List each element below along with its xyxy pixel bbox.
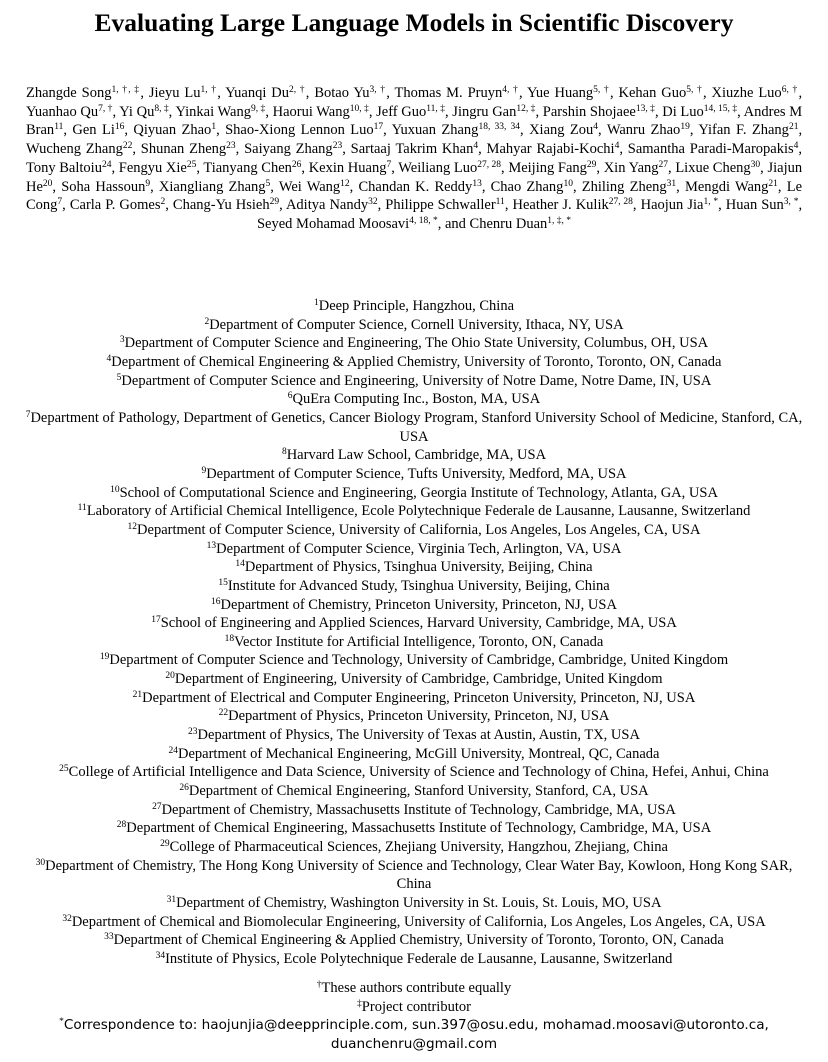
author-affiliation-marks: 9, ‡ xyxy=(250,103,266,114)
author-affiliation-marks: 17 xyxy=(373,122,384,133)
author-name: Chenru Duan xyxy=(469,215,548,232)
affiliation-text: Department of Chemical Engineering, Massachusetts Institute of Technology, Cambridge, MA, USA xyxy=(126,820,712,837)
affiliation-number: 2 xyxy=(204,316,210,327)
correspondence-label: Correspondence to: xyxy=(63,1017,202,1034)
author-affiliation-marks: 13 xyxy=(472,178,482,189)
affiliation-text: Department of Computer Science and Engineering, The Ohio State University, Columbus, OH, USA xyxy=(124,335,709,352)
affiliation-text: Department of Computer Science, Cornell University, Ithaca, NY, USA xyxy=(209,316,624,333)
note-text: Project contributor xyxy=(361,998,471,1015)
affiliation-text: School of Engineering and Applied Sciences, Harvard University, Cambridge, MA, USA xyxy=(160,615,677,632)
affiliation-item xyxy=(18,297,810,316)
author-affiliation-marks: 12, ‡ xyxy=(516,103,536,114)
author-name: Seyed Mohamad Moosavi xyxy=(256,215,410,232)
affiliation-number: 31 xyxy=(166,894,177,905)
affiliation-number: 16 xyxy=(211,596,221,607)
affiliation-item xyxy=(18,931,810,950)
affiliation-item xyxy=(18,614,810,633)
note-mark: ‡ xyxy=(357,998,362,1009)
author-affiliation-marks: 2 xyxy=(160,197,166,207)
author-affiliation-marks: 23 xyxy=(332,140,343,151)
author-affiliation-marks: 7 xyxy=(386,159,392,170)
affiliation-number: 6 xyxy=(287,391,293,402)
affiliation-item xyxy=(18,745,810,764)
author-affiliation-marks: 1, † xyxy=(200,84,218,95)
affiliation-number: 8 xyxy=(281,447,287,458)
author-affiliation-marks: 4 xyxy=(614,140,620,151)
affiliation-item xyxy=(18,913,810,932)
correspondence-emails[interactable]: haojunjia@deepprinciple.com, sun.397@osu.edu, mohamad.moosavi@utoronto.ca, duanchenru@gmail.com xyxy=(201,1017,769,1052)
author-name: Xiangliang Zhang xyxy=(158,178,266,195)
project-contributor-note xyxy=(18,998,810,1017)
author-name: Jieyu Lu xyxy=(148,85,201,101)
affiliation-item xyxy=(18,372,810,391)
author-affiliation-marks: 14, 15, ‡ xyxy=(703,103,738,114)
affiliation-item xyxy=(18,857,810,894)
affiliation-text: Harvard Law School, Cambridge, MA, USA xyxy=(286,447,547,464)
author-name: Samantha Paradi-Maropakis xyxy=(627,141,794,158)
author-affiliation-marks: 5 xyxy=(265,178,271,189)
author-affiliation-marks: 7 xyxy=(57,197,63,207)
author-affiliation-marks: 25 xyxy=(186,159,197,170)
affiliation-text: Laboratory of Artificial Chemical Intelligence, Ecole Polytechnique Federale de Lausanne, Lausanne, Switzerland xyxy=(86,503,751,520)
affiliation-item xyxy=(18,484,810,503)
affiliation-number: 21 xyxy=(132,689,143,700)
affiliation-number: 13 xyxy=(206,540,217,551)
author-name: Kexin Huang xyxy=(308,159,387,176)
affiliation-item xyxy=(18,819,810,838)
affiliation-number: 33 xyxy=(104,932,114,943)
affiliation-text: Department of Computer Science and Technology, University of Cambridge, Cambridge, United Kingdom xyxy=(109,652,729,669)
author-affiliation-marks: 29 xyxy=(586,159,597,170)
affiliation-text: Institute for Advanced Study, Tsinghua University, Beijing, China xyxy=(227,577,610,594)
affiliation-number: 30 xyxy=(35,857,46,868)
affiliation-number: 29 xyxy=(160,838,170,849)
author-affiliation-marks: 30 xyxy=(750,159,761,170)
author-affiliation-marks: 27, 28 xyxy=(477,159,502,170)
affiliation-list xyxy=(18,297,810,969)
author-affiliation-marks: 27, 28 xyxy=(608,197,633,207)
affiliation-item xyxy=(18,465,810,484)
affiliation-item xyxy=(18,577,810,596)
author-affiliation-marks: 4 xyxy=(593,122,599,133)
affiliation-text: Deep Principle, Hangzhou, China xyxy=(318,298,515,314)
affiliation-text: Department of Physics, Princeton University, Princeton, NJ, USA xyxy=(228,708,610,725)
author-name: Shunan Zheng xyxy=(140,141,227,158)
author-affiliation-marks: 27 xyxy=(658,159,669,170)
author-name: Yuanhao Qu xyxy=(26,103,99,120)
affiliation-item xyxy=(18,670,810,689)
affiliation-item xyxy=(18,651,810,670)
author-name: Di Luo xyxy=(662,103,704,120)
author-name: Tianyang Chen xyxy=(203,159,292,176)
note-mark: * xyxy=(59,1017,64,1028)
affiliation-number: 22 xyxy=(218,708,229,719)
affiliation-number: 24 xyxy=(168,745,179,756)
author-affiliation-marks: 26 xyxy=(291,159,302,170)
affiliation-text: College of Pharmaceutical Sciences, Zhejiang University, Hangzhou, Zhejiang, China xyxy=(169,839,668,856)
affiliation-text: Department of Physics, The University of Texas at Austin, Austin, TX, USA xyxy=(197,727,640,744)
affiliation-number: 11 xyxy=(77,503,87,513)
author-name: Mahyar Rajabi-Kochi xyxy=(486,141,615,158)
affiliation-text: Department of Computer Science, University of California, Los Angeles, Los Angeles, CA, USA xyxy=(137,521,701,538)
affiliation-number: 27 xyxy=(152,801,162,812)
author-name: Yue Huang xyxy=(527,85,594,101)
author-name: Jeff Guo xyxy=(376,103,427,120)
affiliation-item xyxy=(18,596,810,615)
affiliation-item xyxy=(18,446,810,465)
author-name: Parshin Shojaee xyxy=(542,103,636,120)
affiliation-number: 7 xyxy=(25,409,31,420)
author-affiliation-marks: 1, †, ‡ xyxy=(111,84,141,95)
footnotes xyxy=(18,979,810,1054)
author-affiliation-marks: 10 xyxy=(563,178,573,189)
affiliation-text: Institute of Physics, Ecole Polytechnique Federale de Lausanne, Lausanne, Switzerland xyxy=(165,950,673,967)
author-affiliation-marks: 11, ‡ xyxy=(426,103,445,114)
author-name: Gen Li xyxy=(72,122,115,139)
affiliation-item xyxy=(18,353,810,372)
affiliation-number: 5 xyxy=(116,372,122,383)
affiliation-text: School of Computational Science and Engineering, Georgia Institute of Technology, Atlanta, GA, USA xyxy=(119,484,718,501)
author-name: Haorui Wang xyxy=(272,103,350,120)
affiliation-text: Department of Physics, Tsinghua University, Beijing, China xyxy=(244,559,593,576)
affiliation-number: 4 xyxy=(106,353,112,364)
author-name: Xiuzhe Luo xyxy=(711,85,782,101)
author-affiliation-marks: 23 xyxy=(226,140,236,151)
affiliation-item xyxy=(18,558,810,577)
author-name: Sartaaj Takrim Khan xyxy=(350,141,474,158)
author-name: Thomas M. Pruyn xyxy=(394,85,503,101)
author-name: Wucheng Zhang xyxy=(26,141,123,158)
author-name: Chang-Yu Hsieh xyxy=(172,197,270,214)
affiliation-number: 9 xyxy=(201,465,207,476)
author-affiliation-marks: 1 xyxy=(211,122,217,133)
note-mark: † xyxy=(316,979,322,990)
affiliation-item xyxy=(18,316,810,335)
affiliation-number: 19 xyxy=(99,652,110,663)
author-name: Le Cong xyxy=(26,178,803,214)
affiliation-number: 10 xyxy=(110,484,120,495)
author-name: Yifan F. Zhang xyxy=(698,122,789,139)
affiliation-text: Department of Pathology, Department of Genetics, Cancer Biology Program, Stanford University School of Medicine, Stanford, CA, USA xyxy=(30,409,803,445)
affiliation-item xyxy=(18,763,810,782)
author-name: Huan Sun xyxy=(725,197,784,214)
author-name: Saiyang Zhang xyxy=(244,141,333,158)
affiliation-number: 17 xyxy=(151,614,161,625)
author-affiliation-marks: 11 xyxy=(54,122,64,133)
author-affiliation-marks: 22 xyxy=(122,140,133,151)
affiliation-item xyxy=(18,689,810,708)
author-affiliation-marks: 9 xyxy=(145,178,151,189)
affiliation-text: Department of Computer Science, Tufts University, Medford, MA, USA xyxy=(206,465,627,482)
affiliation-number: 1 xyxy=(313,297,319,308)
author-name: Yinkai Wang xyxy=(175,103,251,120)
affiliation-text: College of Artificial Intelligence and Data Science, University of Science and Technology of China, Hefei, Anhui, China xyxy=(68,764,769,781)
author-name: Botao Yu xyxy=(314,85,370,101)
author-name: Meijing Fang xyxy=(508,159,587,176)
author-name: Zhangde Song xyxy=(26,85,112,101)
affiliation-text: Department of Chemistry, The Hong Kong University of Science and Technology, Clear Water Bay, Kowloon, Hong Kong SAR, China xyxy=(45,857,793,893)
affiliation-number: 18 xyxy=(224,633,235,644)
author-affiliation-marks: 24 xyxy=(101,159,112,170)
author-affiliation-marks: 4 xyxy=(793,140,799,151)
author-affiliation-marks: 16 xyxy=(114,122,125,133)
affiliation-item xyxy=(18,894,810,913)
affiliation-number: 25 xyxy=(59,764,69,775)
author-affiliation-marks: 5, † xyxy=(686,84,704,95)
author-name: Chandan K. Reddy xyxy=(358,178,473,195)
author-affiliation-marks: 3, † xyxy=(369,84,387,95)
affiliation-text: Department of Chemical and Biomolecular Engineering, University of California, Los Angeles, Los Angeles, CA, USA xyxy=(71,913,766,930)
author-affiliation-marks: 7, † xyxy=(98,103,113,114)
affiliation-item xyxy=(18,334,810,353)
author-name: Yuanqi Du xyxy=(225,85,289,101)
affiliation-item xyxy=(18,502,810,521)
author-name: Weiliang Luo xyxy=(398,159,478,176)
affiliation-item xyxy=(18,950,810,969)
affiliation-item xyxy=(18,390,810,409)
equal-contribution-note xyxy=(18,979,810,998)
author-name: Zhiling Zheng xyxy=(581,178,667,195)
affiliation-text: Department of Chemistry, Washington University in St. Louis, St. Louis, MO, USA xyxy=(176,895,662,911)
author-affiliation-marks: 21 xyxy=(788,122,799,133)
affiliation-number: 26 xyxy=(179,782,189,793)
author-affiliation-marks: 6, † xyxy=(781,84,799,95)
author-affiliation-marks: 10, ‡ xyxy=(349,103,369,114)
affiliation-number: 14 xyxy=(235,558,245,569)
affiliation-item xyxy=(18,838,810,857)
author-affiliation-marks: 20 xyxy=(42,178,53,189)
affiliation-text: Department of Chemical Engineering, Stanford University, Stanford, CA, USA xyxy=(188,783,649,800)
author-affiliation-marks: 32 xyxy=(368,197,378,207)
author-affiliation-marks: 11 xyxy=(495,197,505,207)
author-name: Soha Hassoun xyxy=(61,178,146,195)
author-name: Jiajun He xyxy=(26,159,803,195)
author-affiliation-marks: 13, ‡ xyxy=(635,103,655,114)
author-name: Wanru Zhao xyxy=(606,122,681,139)
affiliation-item xyxy=(18,801,810,820)
author-name: Shao-Xiong Lennon Luo xyxy=(225,122,374,139)
author-name: Haojun Jia xyxy=(640,197,704,214)
author-name: Yi Qu xyxy=(119,103,155,120)
author-name: Lixue Cheng xyxy=(675,159,751,176)
affiliation-number: 28 xyxy=(116,820,127,831)
author-name: Yuxuan Zhang xyxy=(391,122,479,139)
affiliation-item xyxy=(18,633,810,652)
author-name: Aditya Nandy xyxy=(285,197,369,214)
author-name: Carla P. Gomes xyxy=(69,197,161,214)
author-affiliation-marks: 8, ‡ xyxy=(154,103,169,114)
author-name: Heather J. Kulik xyxy=(512,197,609,214)
author-name: Chao Zhang xyxy=(490,178,564,195)
affiliation-item xyxy=(18,707,810,726)
affiliation-item xyxy=(18,521,810,540)
author-name: Andres M Bran xyxy=(26,103,803,139)
author-conjunction: and xyxy=(444,215,470,232)
affiliation-item xyxy=(18,409,810,446)
author-affiliation-marks: 29 xyxy=(269,197,280,207)
paper-title: Evaluating Large Language Models in Scientific Discovery xyxy=(94,8,734,37)
affiliation-text: Department of Chemistry, Massachusetts Institute of Technology, Cambridge, MA, USA xyxy=(161,801,676,818)
author-name: Wei Wang xyxy=(278,178,341,195)
author-name: Tony Baltoiu xyxy=(26,159,102,176)
affiliation-text: Department of Chemical Engineering & Applied Chemistry, University of Toronto, Toronto, ON, Canada xyxy=(113,932,724,949)
author-name: Philippe Schwaller xyxy=(385,197,496,214)
author-affiliation-marks: 1, ‡, * xyxy=(547,215,571,226)
author-name: Qiyuan Zhao xyxy=(133,122,212,139)
author-affiliation-marks: 4 xyxy=(473,140,479,151)
affiliation-number: 3 xyxy=(119,335,125,346)
author-affiliation-marks: 4, † xyxy=(502,84,520,95)
author-name: Mengdi Wang xyxy=(684,178,769,195)
affiliation-number: 20 xyxy=(165,670,175,681)
author-name: Fengyu Xie xyxy=(118,159,187,176)
author-name: Kehan Guo xyxy=(618,85,687,101)
author-affiliation-marks: 18, 33, 34 xyxy=(478,122,521,133)
affiliation-number: 34 xyxy=(155,950,166,961)
affiliation-number: 23 xyxy=(188,726,198,737)
author-affiliation-marks: 4, 18, * xyxy=(409,215,438,226)
author-list: Zhangde Song$^{1, \dagger, \ddagger}$, Jieyu $Lu^{1, \dagger}$, Yuanqi $Du^{2, \dagger}$, Botao $Yu^{3, \dagger}$, Thomas M. Pruyn$^{4, \dagger}$, Yue Huang$^{5, \dagger}$, Kehan Guo$^{5, \dagger}$, Xiuzhe Luo$^{6, \dagger}$, Yuanhao $Qu^{7, \dagger}$, Yi $Qu^{8, \ddagger}$, Yinkai Wang$^{9, \ddagger}$, Haorui Wang$^{10, \ddagger}$, Jeff Guo$^{11, \ddagger}$, Jingru Gan$^{12, \ddagger}$, Parshin Shojaee$^{13, \ddagger}$, Di Luo$^{14, 15, \ddagger}$, Andres M Bran$^{11}$, Gen Li$^{16}$, Qiyuan Zhao$^1$, Shao-Xiong Lennon Luo$^{17}$, Yuxuan Zhang$^{18, 33, 34}$, Xiang Zou$^4$, Wanru Zhao$^{19}$, Yifan F. Zhang$^{21}$, Wucheng Zhang$^{22}$, Shunan Zheng$^{23}$, Saiyang Zhang$^{23}$, Sartaaj Takrim Khan$^4$, Mahyar Rajabi-Kochi$^4$, Samantha Paradi-Maropakis$^4$, Tony Baltoiu$^{24}$, Fengyu Xie$^{25}$, Tianyang Chen$^{26}$, Kexin Huang$^7$, Weiliang Luo$^{27, 28}$, Meijing Fang$^{29}$, Xin Yang$^{27}$, Lixue Cheng$^{30}$, Jiajun He$^{20}$, Soha Hassoun$^9$, Xiangliang Zhang$^5$, Wei Wang$^{12}$, Chandan K. Reddy$^{13}$, Chao Zhang$^{10}$, Zhiling Zheng$^{31}$, Mengdi Wang$^{21}$, Le Cong$^7$, Carla P. Gomes$^2$, Chang-Yu Hsieh$^{29}$, Aditya Nandy$^{32}$, Philippe Schwaller$^{11}$, Heather J. Kulik$^{27, 28}$, Haojun Jia$^{1, *}$, Huan Sun$^{3, *}$, Seyed Mohamad Moosavi$^{4, 18, *}$, and Chenru Duan$^{1, \ddagger, *}$ xyxy=(26,84,803,232)
note-text: These authors contribute equally xyxy=(321,980,512,996)
author-affiliation-marks: 12 xyxy=(340,178,350,189)
affiliation-item xyxy=(18,540,810,559)
affiliation-number: 15 xyxy=(218,577,228,588)
author-affiliation-marks: 2, † xyxy=(288,84,306,95)
affiliation-item xyxy=(18,726,810,745)
affiliation-text: Department of Chemical Engineering & Applied Chemistry, University of Toronto, Toronto, ON, Canada xyxy=(111,353,722,370)
correspondence-note xyxy=(18,1016,810,1053)
affiliation-text: Vector Institute for Artificial Intelligence, Toronto, ON, Canada xyxy=(234,633,604,650)
affiliation-item xyxy=(18,782,810,801)
affiliation-text: Department of Chemistry, Princeton University, Princeton, NJ, USA xyxy=(220,596,617,613)
author-affiliation-marks: 21 xyxy=(768,178,778,189)
affiliation-text: Department of Electrical and Computer Engineering, Princeton University, Princeton, NJ, USA xyxy=(142,689,696,706)
author-name: Xiang Zou xyxy=(529,122,594,139)
affiliation-text: Department of Engineering, University of Cambridge, Cambridge, United Kingdom xyxy=(174,671,663,688)
author-affiliation-marks: 31 xyxy=(666,178,677,189)
affiliation-text: Department of Computer Science and Engineering, University of Notre Dame, Notre Dame, IN, USA xyxy=(121,372,712,389)
affiliation-text: Department of Computer Science, Virginia Tech, Arlington, VA, USA xyxy=(216,540,622,557)
author-name: Jingru Gan xyxy=(452,103,517,120)
author-affiliation-marks: 19 xyxy=(680,122,690,133)
author-affiliation-marks: 1, * xyxy=(703,197,719,207)
author-affiliation-marks: 3, * xyxy=(783,197,799,207)
author-name: Xin Yang xyxy=(603,159,659,176)
affiliation-text: Department of Mechanical Engineering, McGill University, Montreal, QC, Canada xyxy=(178,745,660,762)
author-affiliation-marks: 5, † xyxy=(593,84,610,95)
affiliation-number: 12 xyxy=(127,521,138,532)
affiliation-number: 32 xyxy=(62,913,72,924)
affiliation-text: QuEra Computing Inc., Boston, MA, USA xyxy=(292,391,541,408)
